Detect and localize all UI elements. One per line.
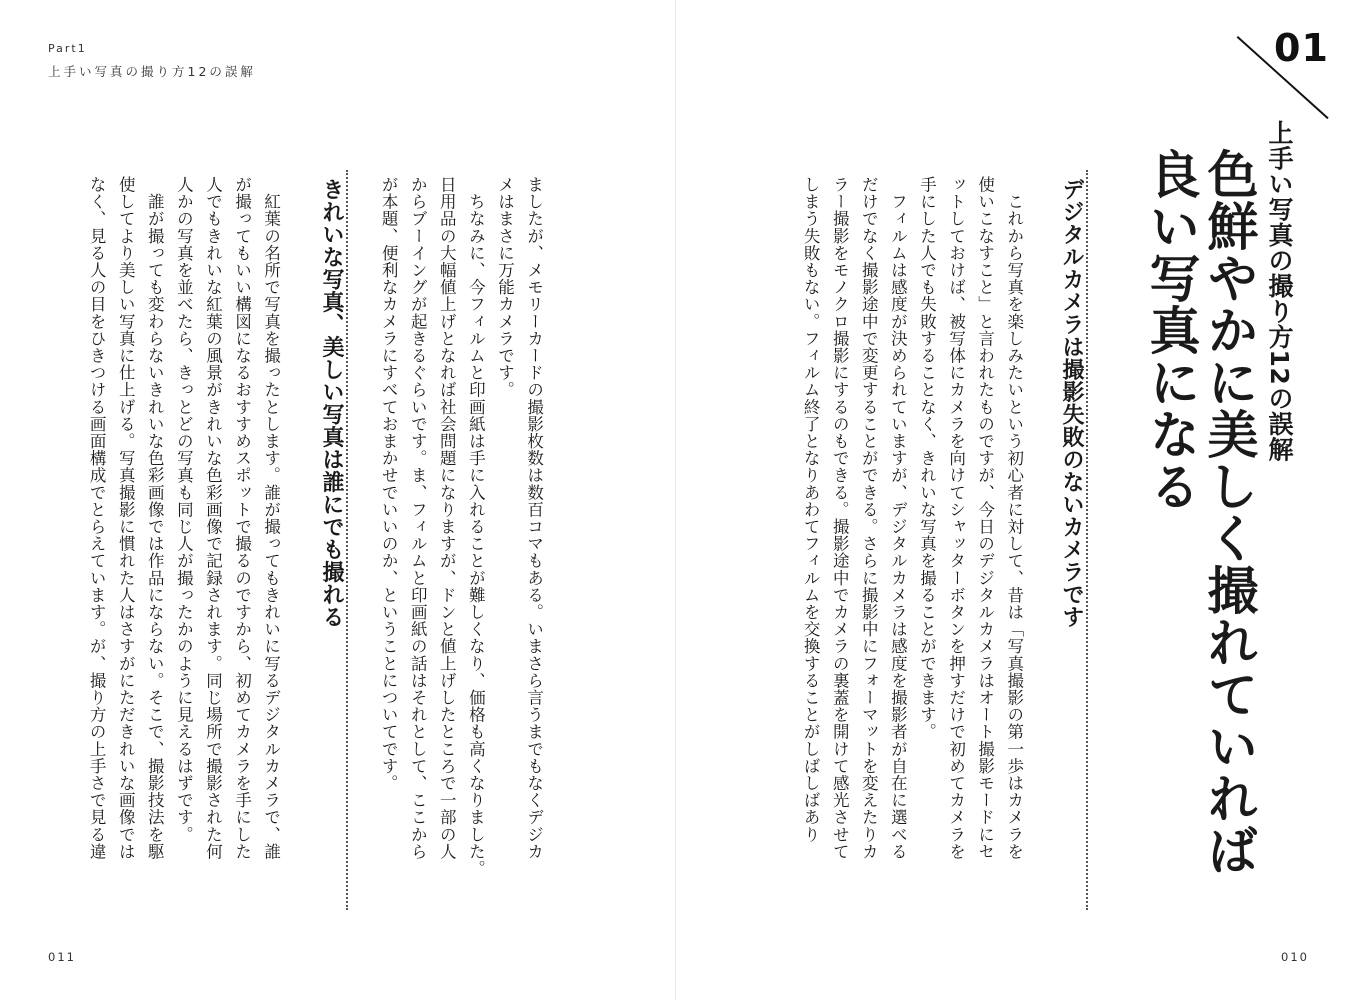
- text-line: 日用品の大幅値上げとなれば社会問題になりますが、ドンと値上げしたところで一部の人: [437, 176, 457, 860]
- headline-line: 色鮮やかに美しく撮れていれば: [1198, 148, 1257, 876]
- text-line: だけでなく撮影途中で変更することができる。さらに撮影中にフォーマットを変えたりカ: [859, 176, 879, 860]
- page-number-right: 010: [1281, 950, 1309, 964]
- text-line: ちなみに、今フィルムと印画紙は手に入れることが難しくなり、価格も高くなりました。: [466, 176, 486, 878]
- running-head-part: Part1: [48, 42, 87, 55]
- text-line: が本題、便利なカメラにすべておまかせでいいのか、ということについてです。: [379, 176, 399, 792]
- text-line: 誰が撮っても変わらないきれいな色彩画像では作品にならない。そこで、撮影技法を駆: [145, 176, 165, 860]
- running-head-title: 上手い写真の撮り方12の誤解: [48, 64, 256, 79]
- text-line: 使いこなすこと」と言われたものですが、今日のデジタルカメラはオート撮影モードにセ: [975, 176, 995, 860]
- chapter-subtitle: 上手い写真の撮り方12の誤解: [1265, 120, 1294, 462]
- text-line: メはまさに万能カメラです。: [495, 176, 515, 399]
- chapter-number: 01: [1274, 26, 1329, 70]
- text-line: が撮ってもいい構図になるおすすめスポットで撮るのですから、初めてカメラを手にした: [232, 176, 252, 860]
- text-line: 人でもきれいな紅葉の風景がきれいな色彩画像で記録されます。同じ場所で撮影された何: [203, 176, 223, 860]
- page-number-left: 011: [48, 950, 76, 964]
- section-divider-dots: [346, 170, 348, 910]
- text-line: ラー撮影をモノクロ撮影にするのもできる。撮影途中でカメラの裏蓋を開けて感光させて: [830, 176, 850, 860]
- section-heading: きれいな写真、美しい写真は誰にでも撮れる: [319, 178, 344, 628]
- text-line: 人かの写真を並べたら、きっとどの写真も同じ人が撮ったかのように見えるはずです。: [174, 176, 194, 843]
- text-line: なく、見る人の目をひきつける画面構成でとらえています。が、撮り方の上手さで見る違: [87, 176, 107, 860]
- text-line: 手にした人でも失敗することなく、きれいな写真を撮ることができます。: [917, 176, 937, 741]
- body-text-section2: [82, 176, 286, 860]
- text-line: ットしておけば、被写体にカメラを向けてシャッターボタンを押すだけで初めてカメラを: [946, 176, 966, 860]
- gutter-divider: [675, 0, 676, 1000]
- body-text-section1: [796, 176, 1029, 860]
- body-text-section1-cont: [374, 176, 549, 877]
- text-line: フィルムは感度が決められていますが、デジタルカメラは感度を撮影者が自在に選べる: [888, 176, 908, 860]
- section-divider-dots: [1086, 170, 1088, 910]
- text-line: しまう失敗もない。フィルム終了となりあわてフィルムを交換することがしばしばあり: [801, 176, 821, 843]
- text-line: ましたが、メモリーカードの撮影枚数は数百コマもある。いまさら言うまでもなくデジカ: [524, 176, 544, 860]
- text-line: からブーイングが起きるぐらいです。ま、フィルムと印画紙の話はそれとして、ここから: [408, 176, 428, 860]
- text-line: 使してより美しい写真に仕上げる。写真撮影に慣れた人はさすがにただきれいな画像では: [116, 176, 136, 860]
- text-line: 紅葉の名所で写真を撮ったとします。誰が撮ってもきれいに写るデジタルカメラで、誰: [261, 176, 281, 860]
- text-line: これから写真を楽しみたいという初心者に対して、昔は「写真撮影の第一歩はカメラを: [1004, 176, 1024, 860]
- chapter-headline: [1140, 148, 1256, 876]
- section-heading: デジタルカメラは撮影失敗のないカメラです: [1059, 178, 1084, 628]
- headline-line: 良い写真になる: [1140, 148, 1199, 512]
